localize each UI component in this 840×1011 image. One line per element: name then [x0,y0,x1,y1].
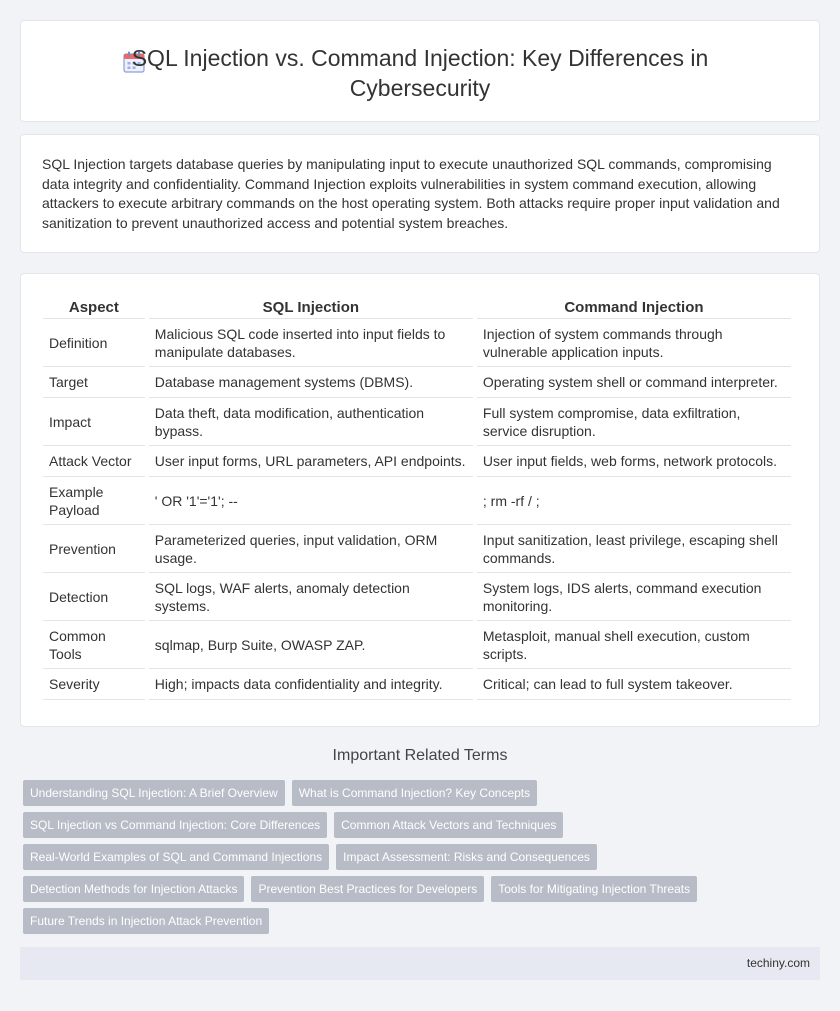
related-term-link[interactable]: Real-World Examples of SQL and Command Injections [23,844,329,870]
row-command-value: Injection of system commands through vulnerable application inputs. [477,319,791,367]
row-sql-value: Data theft, data modification, authentication bypass. [149,398,473,446]
table-row [43,525,791,573]
footer-site-name: techiny.com [746,956,810,970]
related-term-link[interactable]: Tools for Mitigating Injection Threats [491,876,697,902]
table-row [43,477,791,525]
related-terms-list [23,780,823,940]
related-term-link[interactable]: Understanding SQL Injection: A Brief Overview [23,780,285,806]
table-row [43,573,791,621]
table-row [43,669,791,700]
related-term-link[interactable]: Future Trends in Injection Attack Prevention [23,908,269,934]
related-term-link[interactable]: Common Attack Vectors and Techniques [334,812,563,838]
title-card [20,20,820,122]
table-row [43,398,791,446]
row-sql-value: Parameterized queries, input validation, ORM usage. [149,525,473,573]
row-aspect: Common Tools [43,621,145,669]
related-term-link[interactable]: SQL Injection vs Command Injection: Core Differences [23,812,327,838]
row-aspect: Prevention [43,525,145,573]
row-command-value: Operating system shell or command interpreter. [477,367,791,398]
header-sql-injection: SQL Injection [149,295,473,319]
table-header-row [43,295,791,319]
row-command-value: Full system compromise, data exfiltration, service disruption. [477,398,791,446]
comparison-table [39,295,795,700]
related-term-link[interactable]: Detection Methods for Injection Attacks [23,876,244,902]
row-aspect: Definition [43,319,145,367]
related-term-link[interactable]: Impact Assessment: Risks and Consequences [336,844,597,870]
page-title: SQL Injection vs. Command Injection: Key Differences in Cybersecurity [131,45,709,101]
row-aspect: Impact [43,398,145,446]
table-row [43,621,791,669]
table-row [43,367,791,398]
row-aspect: Example Payload [43,477,145,525]
row-sql-value: High; impacts data confidentiality and integrity. [149,669,473,700]
intro-paragraph: SQL Injection targets database queries by manipulating input to execute unauthorized SQL commands, compromising data integrity and confidentiality. Command Injection exploits vulnerabilities in system command execution, allowing attackers to execute arbitrary commands on the host operating system. Both attacks require proper input validation and sanitization to prevent unauthorized access and potential system breaches. [42,156,780,231]
row-command-value: System logs, IDS alerts, command execution monitoring. [477,573,791,621]
row-command-value: Critical; can lead to full system takeover. [477,669,791,700]
comparison-table-card [20,273,820,727]
row-sql-value: ' OR '1'='1'; -- [149,477,473,525]
header-aspect: Aspect [43,295,145,319]
related-term-link[interactable]: Prevention Best Practices for Developers [251,876,484,902]
row-command-value: Metasploit, manual shell execution, custom scripts. [477,621,791,669]
row-sql-value: Malicious SQL code inserted into input fields to manipulate databases. [149,319,473,367]
footer [20,947,820,980]
row-sql-value: User input forms, URL parameters, API endpoints. [149,446,473,477]
row-sql-value: Database management systems (DBMS). [149,367,473,398]
related-term-link[interactable]: What is Command Injection? Key Concepts [292,780,537,806]
related-terms-heading: Important Related Terms [332,747,508,764]
row-command-value: User input fields, web forms, network protocols. [477,446,791,477]
row-aspect: Target [43,367,145,398]
row-aspect: Severity [43,669,145,700]
row-command-value: Input sanitization, least privilege, escaping shell commands. [477,525,791,573]
table-row [43,319,791,367]
header-command-injection: Command Injection [477,295,791,319]
table-row [43,446,791,477]
row-command-value: ; rm -rf / ; [477,477,791,525]
row-sql-value: SQL logs, WAF alerts, anomaly detection systems. [149,573,473,621]
intro-card [20,134,820,253]
row-aspect: Attack Vector [43,446,145,477]
row-aspect: Detection [43,573,145,621]
row-sql-value: sqlmap, Burp Suite, OWASP ZAP. [149,621,473,669]
